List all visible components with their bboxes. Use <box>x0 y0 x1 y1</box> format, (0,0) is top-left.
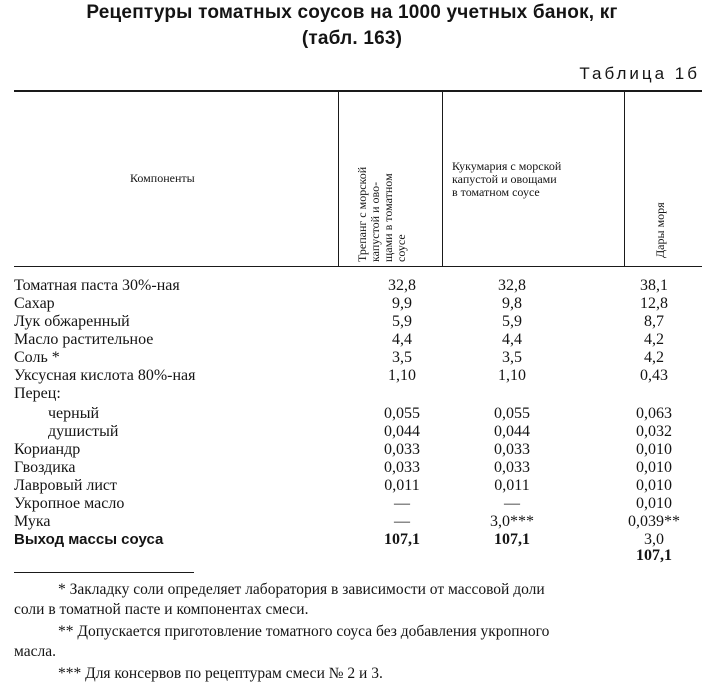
row-label: Гвоздика <box>14 459 76 476</box>
header-col3-line: Дары моря <box>653 202 667 258</box>
cell-col3: 0,063 <box>636 405 672 422</box>
footnote-rule <box>14 572 194 573</box>
footnote-line: *** Для консервов по рецептурам смеси № 2 и 3. <box>58 665 383 682</box>
table-row <box>0 459 704 477</box>
cell-col1: 0,055 <box>384 405 420 422</box>
row-label: Перец: <box>14 385 61 402</box>
table-row <box>0 441 704 459</box>
cell-col3: 0,039** <box>628 513 680 530</box>
cell-col3: 12,8 <box>640 295 668 312</box>
row-label: Масло растительное <box>14 331 154 348</box>
header-col2-line: капустой и овощами <box>452 172 557 186</box>
row-label: Сахар <box>14 295 55 312</box>
cell-col2: 107,1 <box>494 531 530 548</box>
cell-col2: 1,10 <box>498 367 526 384</box>
cell-col2: 0,011 <box>494 477 530 494</box>
table-label: Таблица 1б <box>579 64 700 83</box>
row-label: Мука <box>14 513 51 530</box>
header-bottom-rule <box>14 266 702 267</box>
row-label: душистый <box>48 423 119 440</box>
cell-col1: 107,1 <box>384 531 420 548</box>
header-col1-line: соусе <box>394 234 408 262</box>
table-row <box>0 477 704 495</box>
cell-col1: 32,8 <box>388 277 416 294</box>
cell-col1: 0,044 <box>384 423 420 440</box>
cell-col2: 32,8 <box>498 277 526 294</box>
cell-col3: 0,010 <box>636 477 672 494</box>
cell-col3: 8,7 <box>644 313 664 330</box>
cell-col1: 9,9 <box>392 295 412 312</box>
header-col1-line: капустой и ово- <box>368 181 382 262</box>
cell-col1: — <box>394 513 410 530</box>
column-divider-2 <box>442 92 443 266</box>
cell-col1: 3,5 <box>392 349 412 366</box>
cell-col3: 38,1 <box>640 277 668 294</box>
footnote-dill-oil <box>14 622 700 662</box>
cell-col2: 5,9 <box>502 313 522 330</box>
table-row <box>0 295 704 313</box>
cell-col3: 0,010 <box>636 495 672 512</box>
cell-col3: 0,43 <box>640 367 668 384</box>
cell-col3: 0,010 <box>636 441 672 458</box>
footnote-line: ** Допускается приготовление томатного соуса без добавления укропного <box>58 623 550 640</box>
cell-col2: 3,5 <box>502 349 522 366</box>
cell-col2: 9,8 <box>502 295 522 312</box>
table-row <box>0 385 704 403</box>
row-label: Лук обжаренный <box>14 313 130 330</box>
table-row <box>0 547 704 565</box>
cell-col1: 0,033 <box>384 441 420 458</box>
footnote-line: * Закладку соли определяет лаборатория в зависимости от массовой доли <box>58 581 545 598</box>
table-row <box>0 405 704 423</box>
footnote-line: масла. <box>14 643 56 660</box>
table-top-rule <box>14 90 702 92</box>
document-subtitle: (табл. 163) <box>301 28 403 49</box>
cell-col3: 3,0 <box>644 531 664 548</box>
cell-col2: — <box>504 495 520 512</box>
row-label: Соль * <box>14 349 60 366</box>
table-row <box>0 349 704 367</box>
cell-col1: 0,033 <box>384 459 420 476</box>
row-label: Уксусная кислота 80%-ная <box>14 367 196 384</box>
header-col2-line: Кукумария с морской <box>452 159 562 173</box>
header-col1-line: Трепанг с морской <box>355 166 369 262</box>
cell-col2: 3,0*** <box>490 513 534 530</box>
row-label: Томатная паста 30%-ная <box>14 277 180 294</box>
header-col2 <box>452 160 561 199</box>
header-col1-line: щами в томатном <box>381 173 395 262</box>
table-row <box>0 495 704 513</box>
cell-col3: 4,2 <box>644 331 664 348</box>
cell-col3: 107,1 <box>636 547 672 564</box>
header-col2-line: в томатном соусе <box>452 185 540 199</box>
table-row <box>0 331 704 349</box>
cell-col1: 0,011 <box>384 477 420 494</box>
row-label: Укропное масло <box>14 495 125 512</box>
header-components: Компоненты <box>130 171 195 185</box>
cell-col2: 0,033 <box>494 441 530 458</box>
cell-col1: 4,4 <box>392 331 412 348</box>
row-label: Выход массы соуса <box>14 531 164 548</box>
cell-col3: 0,010 <box>636 459 672 476</box>
table-row <box>0 367 704 385</box>
header-col1 <box>356 167 408 262</box>
cell-col1: 1,10 <box>388 367 416 384</box>
table-row <box>0 277 704 295</box>
row-label: Лавровый лист <box>14 477 118 494</box>
cell-col3: 4,2 <box>644 349 664 366</box>
cell-col1: — <box>394 495 410 512</box>
cell-col2: 0,055 <box>494 405 530 422</box>
row-label: черный <box>48 405 100 422</box>
column-divider-1 <box>338 92 339 266</box>
column-divider-3 <box>624 92 625 266</box>
footnote-line: соли в томатной пасте и компонентах смеси. <box>14 601 309 618</box>
table-row <box>0 423 704 441</box>
footnote-recipes <box>14 664 700 684</box>
header-col3 <box>654 202 667 258</box>
cell-col2: 0,044 <box>494 423 530 440</box>
cell-col1: 5,9 <box>392 313 412 330</box>
table-row <box>0 313 704 331</box>
document-title: Рецептуры томатных соусов на 1000 учетных банок, кг <box>86 2 618 23</box>
cell-col2: 4,4 <box>502 331 522 348</box>
table-row <box>0 513 704 531</box>
cell-col3: 0,032 <box>636 423 672 440</box>
footnote-salt <box>14 580 700 620</box>
cell-col2: 0,033 <box>494 459 530 476</box>
row-label: Кориандр <box>14 441 81 458</box>
